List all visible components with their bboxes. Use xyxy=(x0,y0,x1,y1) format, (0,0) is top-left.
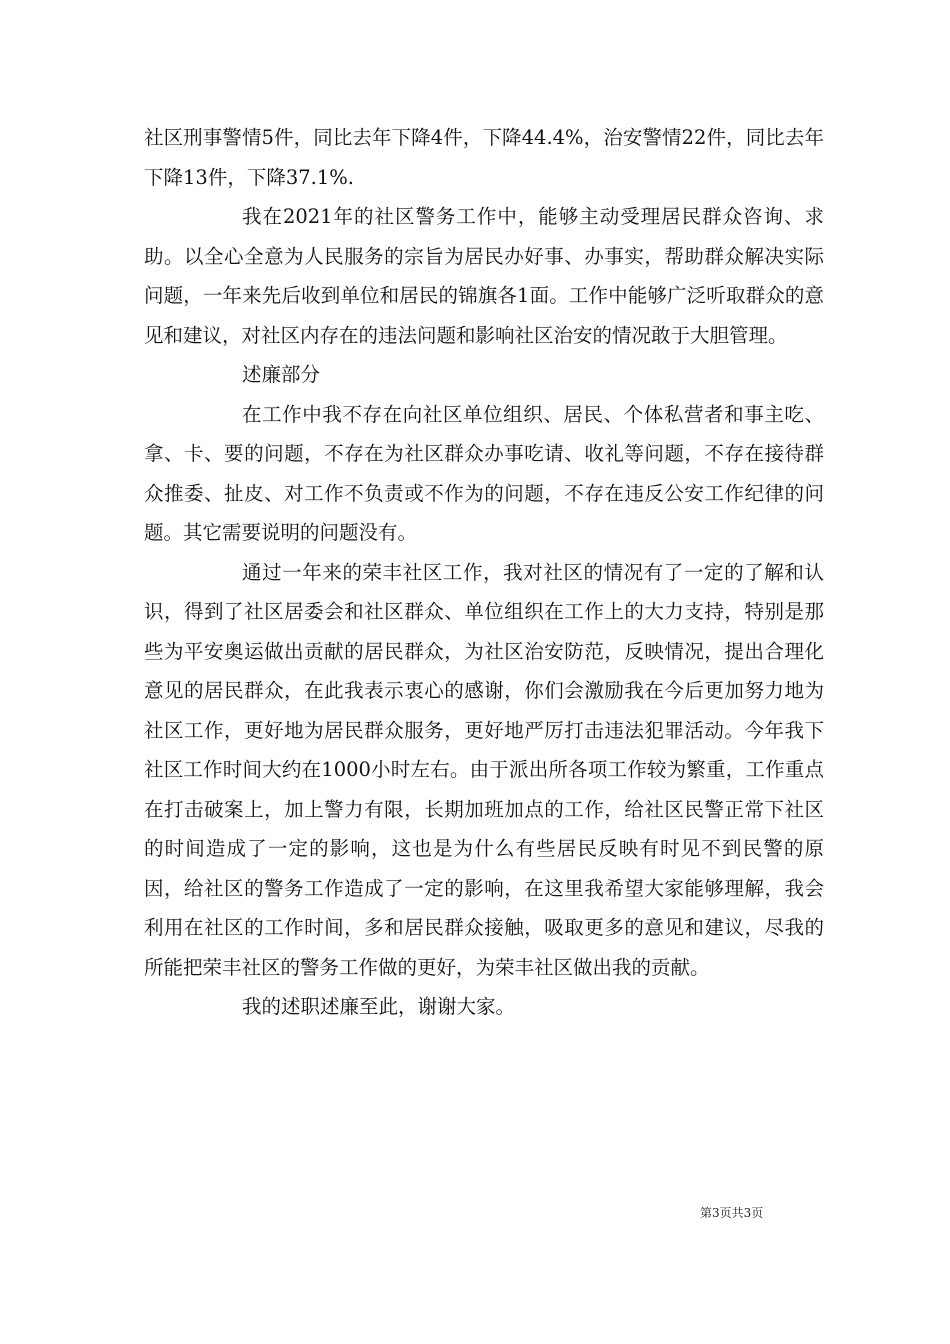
paragraph-community-work: 我在2021年的社区警务工作中，能够主动受理居民群众咨询、求助。以全心全意为人民服务的宗旨为居民办好事、办事实，帮助群众解决实际问题，一年来先后收到单位和居民的锦旗各1面。工作中能够广泛听取群众的意见和建议，对社区内存在的违法问题和影响社区治安的情况敢于大胆管理。 xyxy=(144,205,824,347)
paragraph-integrity-statement: 在工作中我不存在向社区单位组织、居民、个体私营者和事主吃、拿、卡、要的问题，不存在为社区群众办事吃请、收礼等问题，不存在接待群众推委、扯皮、对工作不负责或不作为的问题，不存在违反公安工作纪律的问题。其它需要说明的问题没有。 xyxy=(144,402,824,544)
document-body xyxy=(144,118,824,1027)
paragraph-year-review: 通过一年来的荣丰社区工作，我对社区的情况有了一定的了解和认识，得到了社区居委会和社区群众、单位组织在工作上的大力支持，特别是那些为平安奥运做出贡献的居民群众，为社区治安防范，反映情况，提出合理化意见的居民群众，在此我表示衷心的感谢，你们会激励我在今后更加努力地为社区工作，更好地为居民群众服务，更好地严厉打击违法犯罪活动。今年我下社区工作时间大约在1000小时左右。由于派出所各项工作较为繁重，工作重点在打击破案上，加上警力有限，长期加班加点的工作，给社区民警正常下社区的时间造成了一定的影响，这也是为什么有些居民反映有时见不到民警的原因，给社区的警务工作造成了一定的影响，在这里我希望大家能够理解，我会利用在社区的工作时间，多和居民群众接触，吸取更多的意见和建议，尽我的所能把荣丰社区的警务工作做的更好，为荣丰社区做出我的贡献。 xyxy=(144,560,824,979)
paragraph-closing: 我的述职述廉至此，谢谢大家。 xyxy=(242,995,516,1018)
page-number: 第3页共3页 xyxy=(700,1206,764,1220)
section-heading-integrity: 述廉部分 xyxy=(242,363,321,386)
paragraph-police-statistics: 社区刑事警情5件，同比去年下降4件，下降44.4%，治安警情22件，同比去年下降13件，下降37.1%. xyxy=(144,126,824,189)
